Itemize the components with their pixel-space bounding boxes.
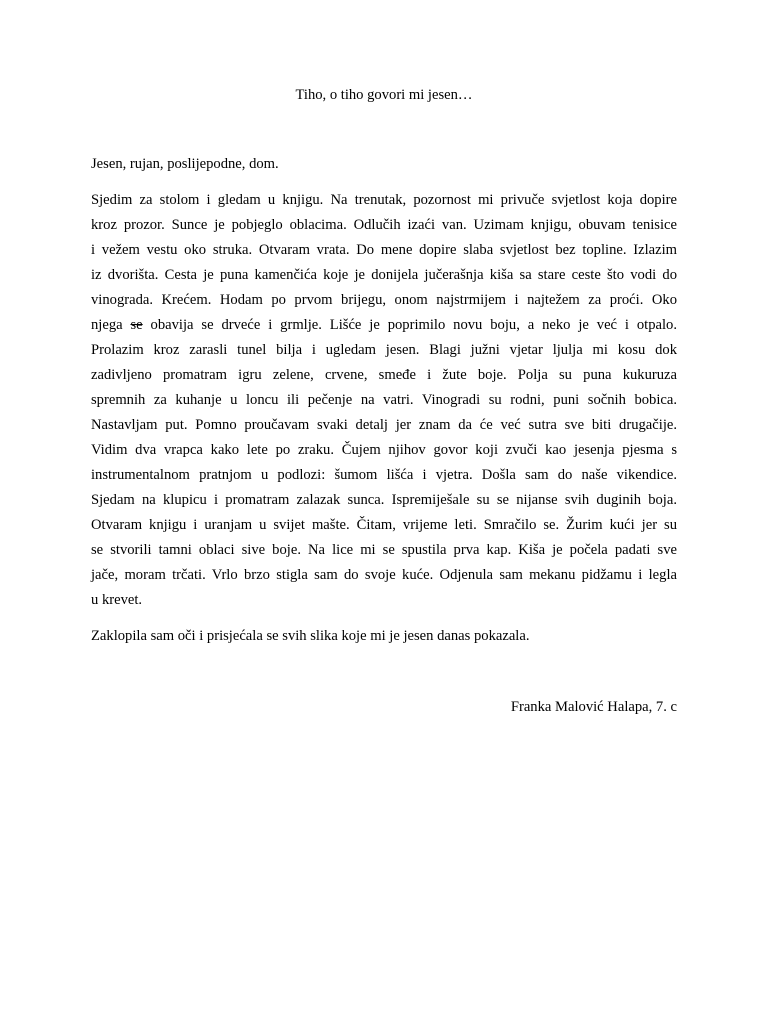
intro-paragraph: Jesen, rujan, poslijepodne, dom. [91, 156, 279, 172]
paragraph-line: i vežem vestu oko struka. Otvaram vrata. Do mene dopire slaba svjetlost bez topline. Izlazim [91, 242, 677, 258]
document-page [91, 0, 677, 1024]
document-title: Tiho, o tiho govori mi jesen… [295, 87, 473, 103]
paragraph-line: se stvorili tamni oblaci sive boje. Na lice mi se spustila prva kap. Kiša je počela padati sve [91, 542, 677, 558]
paragraph-line: Otvaram knjigu i uranjam u svijet mašte. Čitam, vrijeme leti. Smračilo se. Žurim kući jer su [91, 517, 677, 533]
paragraph-line: instrumentalnom pratnjom u podlozi: šumom lišća i vjetra. Došla sam do naše vikendice. [91, 467, 677, 483]
line-text: njega [91, 317, 131, 333]
paragraph-line: Vidim dva vrapca kako lete po zraku. Čujem njihov govor koji zvuči kao jesenja pjesma s [91, 442, 677, 458]
paragraph-line: vinograda. Krećem. Hodam po prvom brijegu, onom najstrmijem i najtežem za proći. Oko [91, 292, 677, 308]
line-text: obavija se drveće i grmlje. Lišće je poprimilo novu boju, a neko je već i otpalo. [142, 317, 677, 333]
paragraph-line: spremnih za kuhanje u loncu ili pečenje na vatri. Vinogradi su rodni, puni sočnih bobica. [91, 392, 677, 408]
author-signature: Franka Malović Halapa, 7. c [510, 699, 677, 715]
paragraph-line [91, 315, 677, 340]
main-paragraph [91, 190, 677, 615]
paragraph-line: kroz prozor. Sunce je pobjeglo oblacima. Odlučih izaći van. Uzimam knjigu, obuvam tenisice [91, 217, 677, 233]
struck-word: se [130, 317, 143, 333]
paragraph-line: zadivljeno promatram igru zelene, crvene, smeđe i žute boje. Polja su puna kukuruza [91, 367, 677, 383]
closing-paragraph: Zaklopila sam oči i prisjećala se svih slika koje mi je jesen danas pokazala. [91, 628, 530, 644]
paragraph-line: Prolazim kroz zarasli tunel bilja i ugledam jesen. Blagi južni vjetar ljulja mi kosu dok [91, 342, 677, 358]
paragraph-line: u krevet. [91, 592, 143, 608]
paragraph-line: jače, moram trčati. Vrlo brzo stigla sam do svoje kuće. Odjenula sam mekanu pidžamu i legla [91, 567, 677, 583]
paragraph-line: Sjedim za stolom i gledam u knjigu. Na trenutak, pozornost mi privuče svjetlost koja dopire [91, 192, 677, 208]
paragraph-line: Nastavljam put. Pomno proučavam svaki detalj jer znam da će već sutra sve biti drugačije. [91, 417, 677, 433]
paragraph-line: iz dvorišta. Cesta je puna kamenčića koje je donijela jučerašnja kiša sa stare ceste što vodi do [91, 267, 677, 283]
paragraph-line: Sjedam na klupicu i promatram zalazak sunca. Ispremiješale su se nijanse svih duginih boja. [91, 492, 677, 508]
